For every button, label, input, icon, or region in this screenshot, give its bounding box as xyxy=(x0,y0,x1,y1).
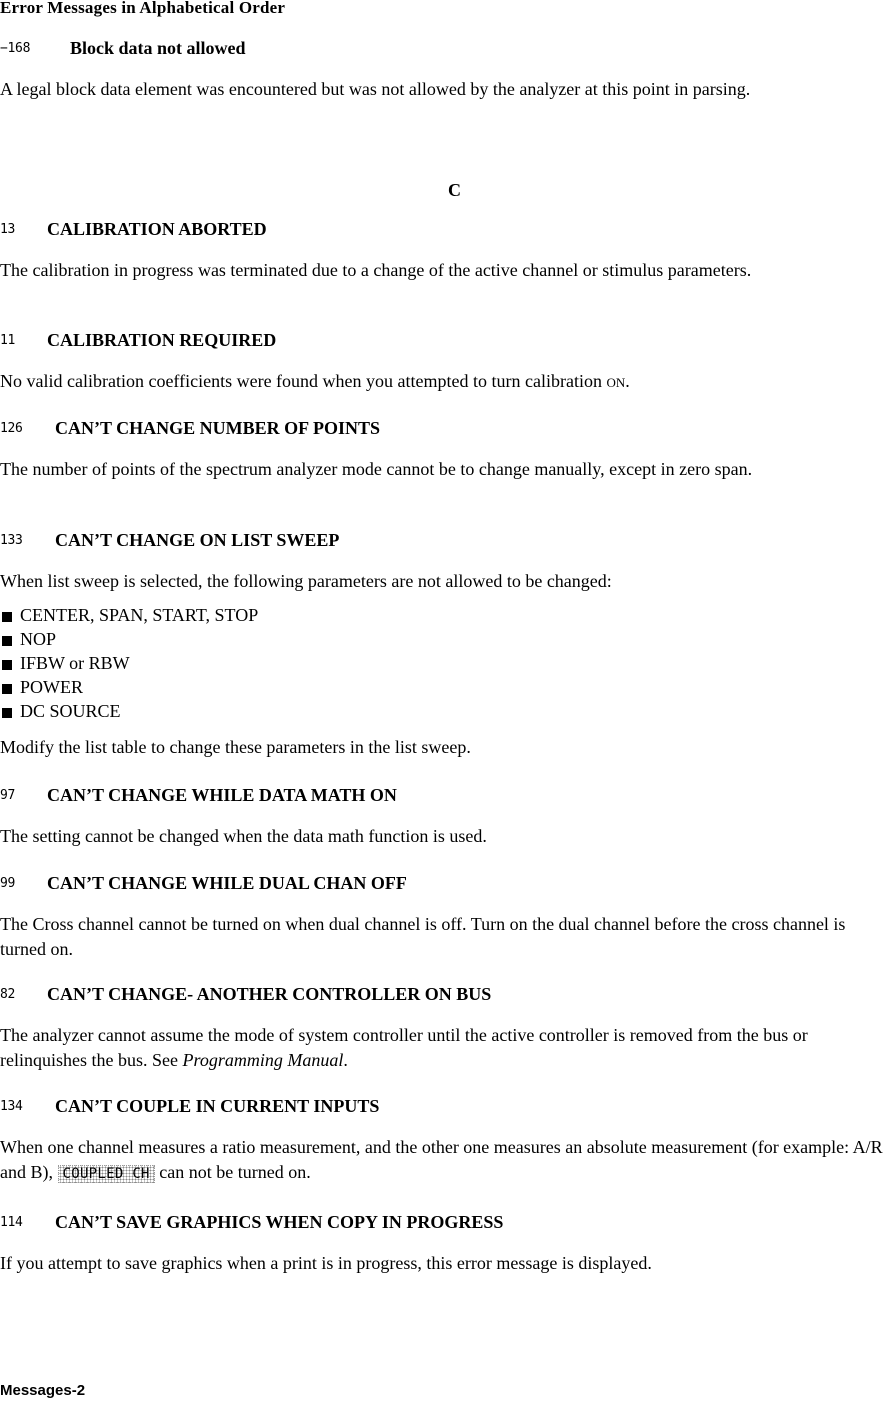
error-description: The calibration in progress was terminated due to a change of the active channel or stimulus parameters. xyxy=(0,260,752,280)
section-letter: C xyxy=(448,180,461,200)
error-message: CAN’T COUPLE IN CURRENT INPUTS xyxy=(55,1096,380,1116)
error-code: 133 xyxy=(0,533,23,548)
error-description: A legal block data element was encountered but was not allowed by the analyzer at this point in parsing. xyxy=(0,79,751,99)
error-code: −168 xyxy=(0,41,31,56)
error-description: The Cross channel cannot be turned on when dual channel is off. Turn on the dual channel before the cross channel is turned on. xyxy=(0,914,846,959)
error-code: 11 xyxy=(0,333,16,348)
error-message: CALIBRATION ABORTED xyxy=(47,219,267,239)
error-message: CAN’T CHANGE NUMBER OF POINTS xyxy=(55,418,381,438)
error-code: 13 xyxy=(0,222,16,237)
error-description: When list sweep is selected, the following parameters are not allowed to be changed: xyxy=(0,571,612,591)
square-bullet-icon xyxy=(2,708,12,718)
error-code: 114 xyxy=(0,1215,23,1230)
error-message: CAN’T CHANGE WHILE DUAL CHAN OFF xyxy=(47,873,407,893)
square-bullet-icon xyxy=(2,660,12,670)
manual-reference: Programming Manual xyxy=(182,1050,344,1070)
running-head: Error Messages in Alphabetical Order xyxy=(0,0,286,17)
list-item: DC SOURCE xyxy=(0,699,258,723)
error-message: CAN’T SAVE GRAPHICS WHEN COPY IN PROGRESS xyxy=(55,1212,504,1232)
error-description: If you attempt to save graphics when a print is in progress, this error message is displayed. xyxy=(0,1253,652,1273)
parameter-list xyxy=(0,603,258,723)
error-message: CAN’T CHANGE WHILE DATA MATH ON xyxy=(47,785,397,805)
error-message: Block data not allowed xyxy=(70,38,246,58)
error-code: 134 xyxy=(0,1099,23,1114)
error-message: CAN’T CHANGE ON LIST SWEEP xyxy=(55,530,340,550)
square-bullet-icon xyxy=(2,684,12,694)
list-item: IFBW or RBW xyxy=(0,651,258,675)
error-message: CAN’T CHANGE- ANOTHER CONTROLLER ON BUS xyxy=(47,984,492,1004)
error-description: The number of points of the spectrum analyzer mode cannot be to change manually, except in zero span. xyxy=(0,459,753,479)
error-code: 126 xyxy=(0,421,23,436)
key-state-on: on xyxy=(606,371,626,391)
list-item: POWER xyxy=(0,675,258,699)
error-message: CALIBRATION REQUIRED xyxy=(47,330,277,350)
list-item: NOP xyxy=(0,627,258,651)
error-code: 82 xyxy=(0,987,16,1002)
error-description: When one channel measures a ratio measurement, and the other one measures an absolute measurement (for example: A/R and B), COUPLED CH can not be turned on. xyxy=(0,1137,883,1182)
error-description: The analyzer cannot assume the mode of system controller until the active controller is removed from the bus or relinquishes the bus. See Programming Manual. xyxy=(0,1025,808,1070)
error-description: Modify the list table to change these parameters in the list sweep. xyxy=(0,737,471,757)
error-code: 99 xyxy=(0,876,16,891)
error-code: 97 xyxy=(0,788,16,803)
square-bullet-icon xyxy=(2,636,12,646)
coupled-ch-softkey: COUPLED CH xyxy=(58,1165,155,1183)
square-bullet-icon xyxy=(2,612,12,622)
list-item: CENTER, SPAN, START, STOP xyxy=(0,603,258,627)
page-footer: Messages-2 xyxy=(0,1382,86,1399)
error-description: The setting cannot be changed when the data math function is used. xyxy=(0,826,487,846)
error-description: No valid calibration coefficients were found when you attempted to turn calibration on. xyxy=(0,371,630,391)
